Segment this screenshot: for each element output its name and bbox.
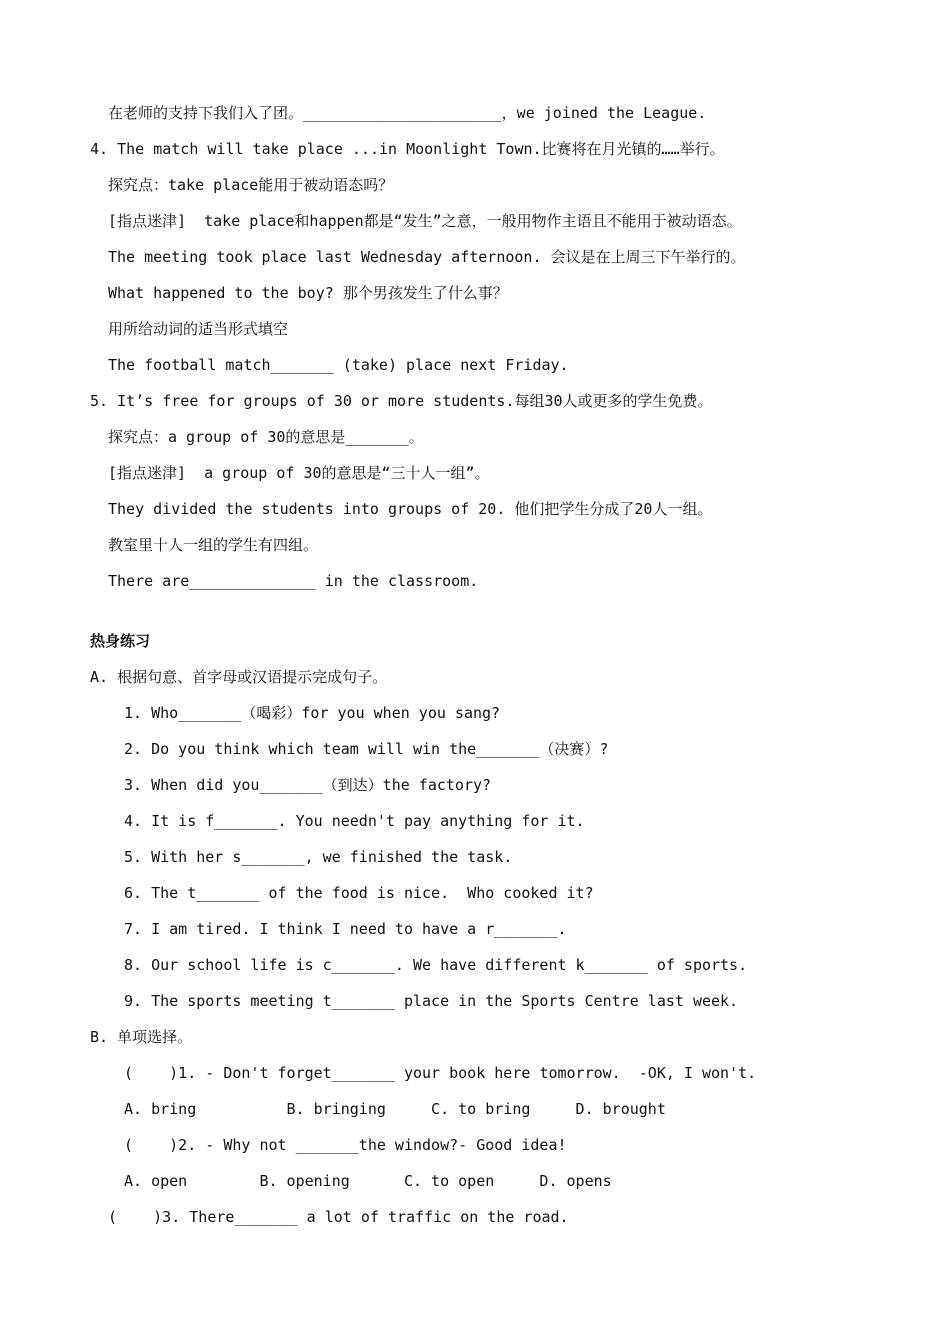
item4-tip: [指点迷津] take place和happen都是“发生”之意，一般用物作主语且不能用于被动语态。 [108, 212, 742, 230]
part-a-item-6: 6. The t_______ of the food is nice. Who cooked it? [124, 884, 594, 902]
part-a-item-8: 8. Our school life is c_______. We have different k_______ of sports. [124, 956, 748, 974]
part-a-title: A. 根据句意、首字母或汉语提示完成句子。 [90, 668, 388, 686]
item5-sentence: 5. It’s free for groups of 30 or more students.每组30人或更多的学生免费。 [90, 392, 713, 410]
item4-exercise: The football match_______ (take) place next Friday. [108, 356, 569, 374]
part-a-item-7: 7. I am tired. I think I need to have a r_______. [124, 920, 567, 938]
part-a-item-5: 5. With her s_______, we finished the task. [124, 848, 513, 866]
part-b-question-2: ( )2. - Why not _______the window?- Good idea! [124, 1136, 567, 1154]
part-b-title: B. 单项选择。 [90, 1028, 193, 1046]
part-a-item-9: 9. The sports meeting t_______ place in the Sports Centre last week. [124, 992, 739, 1010]
item3-example-cn: 在老师的支持下我们入了团。______________________，we joined the League. [108, 104, 707, 122]
part-b-question-2-options: A. open B. opening C. to open D. opens [124, 1172, 612, 1190]
item4-sentence: 4. The match will take place ...in Moonlight Town.比赛将在月光镇的……举行。 [90, 140, 725, 158]
item4-question: 探究点：take place能用于被动语态吗？ [108, 176, 394, 194]
item5-exercise: There are______________ in the classroom. [108, 572, 479, 590]
warmup-heading: 热身练习 [90, 632, 151, 650]
item4-example-2: What happened to the boy? 那个男孩发生了什么事？ [108, 284, 508, 302]
item5-prompt-cn: 教室里十人一组的学生有四组。 [108, 536, 319, 554]
part-b-question-3: ( )3. There_______ a lot of traffic on the road. [108, 1208, 569, 1226]
part-a-item-4: 4. It is f_______. You needn't pay anything for it. [124, 812, 585, 830]
item4-instruction: 用所给动词的适当形式填空 [108, 320, 289, 338]
part-a-item-2: 2. Do you think which team will win the_______（决赛）? [124, 740, 609, 758]
part-b-question-1-options: A. bring B. bringing C. to bring D. brought [124, 1100, 666, 1118]
part-a-item-3: 3. When did you_______（到达）the factory? [124, 776, 492, 794]
item5-question: 探究点：a group of 30的意思是_______。 [108, 428, 424, 446]
part-a-item-1: 1. Who_______（喝彩）for you when you sang? [124, 704, 501, 722]
part-b-question-1: ( )1. - Don't forget_______ your book here tomorrow. -OK, I won't. [124, 1064, 757, 1082]
item4-example-1: The meeting took place last Wednesday afternoon. 会议是在上周三下午举行的。 [108, 248, 746, 266]
item5-tip: [指点迷津] a group of 30的意思是“三十人一组”。 [108, 464, 490, 482]
item5-example: They divided the students into groups of 20. 他们把学生分成了20人一组。 [108, 500, 713, 518]
